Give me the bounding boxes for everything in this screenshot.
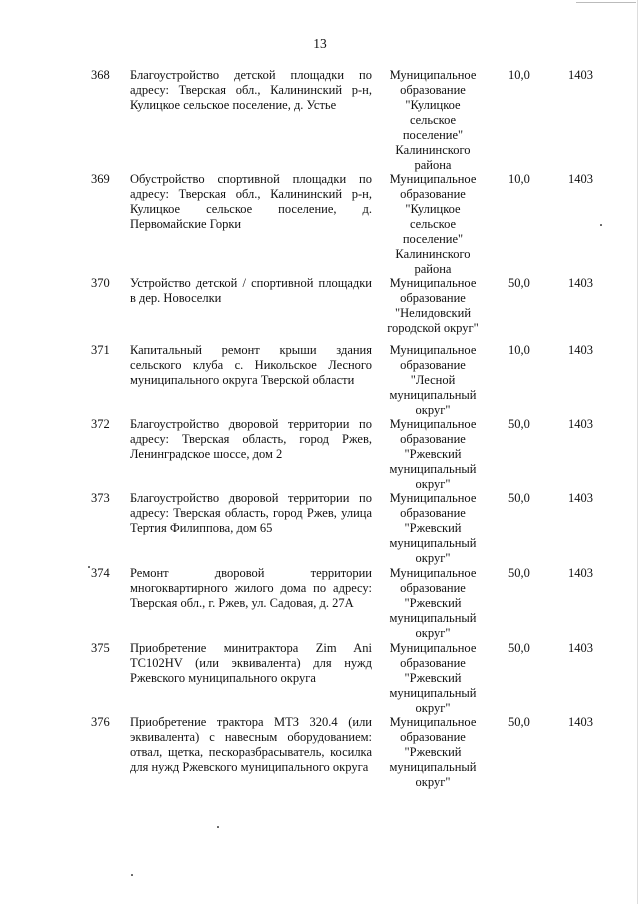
right-edge-rule [637,0,638,904]
row-number: 371 [91,343,110,357]
row-number: 375 [91,641,110,655]
row-amount: 50,0 [508,276,530,290]
page-number: 13 [313,36,327,51]
row-code: 1403 [568,715,593,729]
row-amount: 50,0 [508,566,530,580]
row-code: 1403 [568,417,593,431]
row-number: 369 [91,172,110,186]
row-recipient: Муниципальное образование "Ржевский муниципальный округ" [389,491,477,565]
row-recipient: Муниципальное образование "Лесной муниципальный округ" [389,343,477,417]
row-description: Благоустройство дворовой территории по адресу: Тверская область, город Ржев, улица Тертия Филиппова, дом 65 [130,491,372,535]
row-number: 376 [91,715,110,729]
row-number: 373 [91,491,110,505]
row-code: 1403 [568,566,593,580]
row-amount: 50,0 [508,641,530,655]
row-number: 368 [91,68,110,82]
row-code: 1403 [568,343,593,357]
row-code: 1403 [568,641,593,655]
row-description: Капитальный ремонт крыши здания сельского клуба с. Никольское Лесного муниципального округа Тверской области [130,343,372,387]
row-amount: 50,0 [508,417,530,431]
scan-speck [217,826,219,828]
row-recipient: Муниципальное образование "Кулицкое сельское поселение" Калининского района [389,68,477,172]
row-number: 374 [91,566,110,580]
row-description: Благоустройство дворовой территории по адресу: Тверская область, город Ржев, Ленинградское шоссе, дом 2 [130,417,372,461]
row-recipient: Муниципальное образование "Ржевский муниципальный округ" [389,641,477,715]
row-amount: 10,0 [508,172,530,186]
row-description: Приобретение трактора МТЗ 320.4 (или эквивалента) с навесным оборудованием: отвал, щетка, пескоразбрасыватель, косилка для нужд Ржевского муниципального округа [130,715,372,774]
row-description: Приобретение минитрактора Zim Ani TC102HV (или эквивалента) для нужд Ржевского муниципального округа [130,641,372,685]
scan-speck [88,566,90,568]
row-description: Устройство детской / спортивной площадки в дер. Новоселки [130,276,372,305]
row-recipient: Муниципальное образование "Ржевский муниципальный округ" [389,417,477,491]
row-description: Ремонт дворовой территории многоквартирного жилого дома по адресу: Тверская обл., г. Ржев, ул. Садовая, д. 27А [130,566,372,610]
row-description: Обустройство спортивной площадки по адресу: Тверская обл., Калининский р-н, Кулицкое сельское поселение, д. Первомайские Горки [130,172,372,231]
row-code: 1403 [568,172,593,186]
row-amount: 50,0 [508,715,530,729]
scan-speck [131,874,133,876]
row-amount: 50,0 [508,491,530,505]
scan-speck [600,224,602,226]
row-recipient: Муниципальное образование "Ржевский муниципальный округ" [389,566,477,640]
top-edge-rule [576,2,636,3]
row-amount: 10,0 [508,68,530,82]
row-amount: 10,0 [508,343,530,357]
row-code: 1403 [568,68,593,82]
row-code: 1403 [568,276,593,290]
row-recipient: Муниципальное образование "Ржевский муниципальный округ" [389,715,477,789]
row-number: 372 [91,417,110,431]
row-recipient: Муниципальное образование "Кулицкое сельское поселение" Калининского района [389,172,477,276]
row-recipient: Муниципальное образование "Нелидовский городской округ" [387,276,479,335]
row-code: 1403 [568,491,593,505]
row-description: Благоустройство детской площадки по адресу: Тверская обл., Калининский р-н, Кулицкое сельское поселение, д. Устье [130,68,372,112]
row-number: 370 [91,276,110,290]
